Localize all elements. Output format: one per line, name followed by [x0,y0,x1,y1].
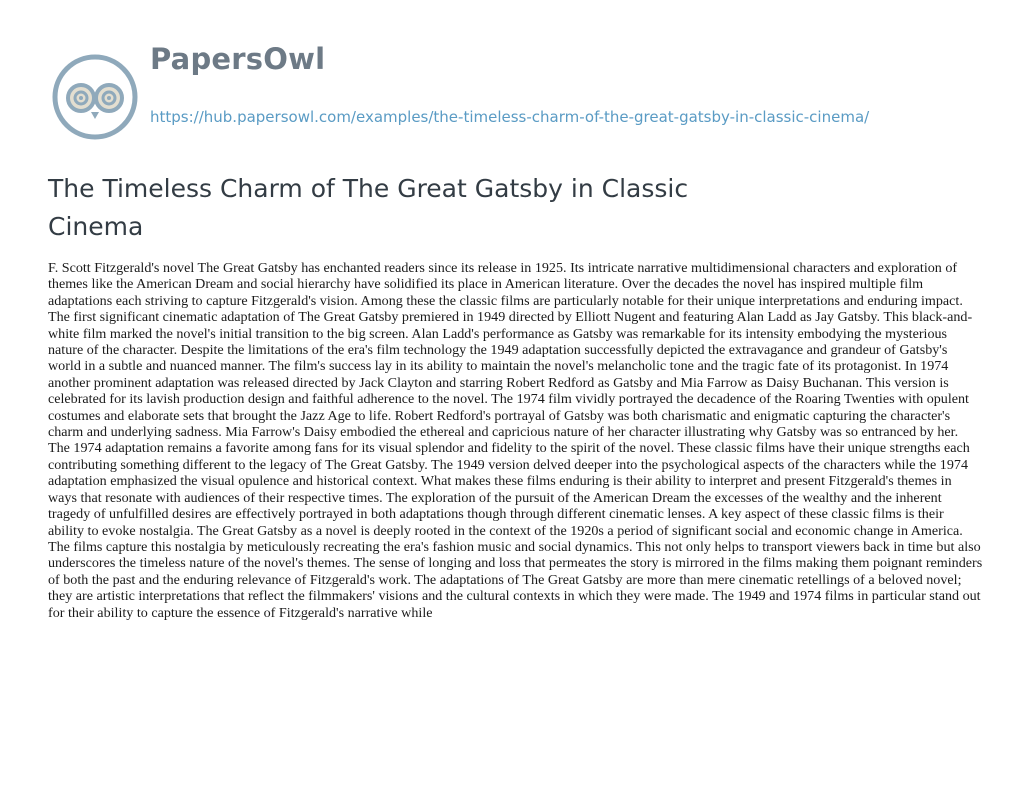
article-body: F. Scott Fitzgerald's novel The Great Gatsby has enchanted readers since its release in 1925. Its intricate narrative multidimensional characters and exploration of themes like the American Dream and social hierarchy have solidified its place in American literature. Over the decades the novel has inspired multiple film adaptations each striving to capture Fitzgerald's vision. Among these the classic films are particularly notable for their unique interpretations and enduring impact. The first significant cinematic adaptation of The Great Gatsby premiered in 1949 directed by Elliott Nugent and featuring Alan Ladd as Jay Gatsby. This black-and-white film marked the novel's initial transition to the big screen. Alan Ladd's performance as Gatsby was remarkable for its intensity embodying the mysterious nature of the character. Despite the limitations of the era's film technology the 1949 adaptation successfully depicted the extravagance and grandeur of Gatsby's world in a subtle and nuanced manner. The film's success lay in its ability to maintain the novel's melancholic tone and the tragic fate of its protagonist. In 1974 another prominent adaptation was released directed by Jack Clayton and starring Robert Redford as Gatsby and Mia Farrow as Daisy Buchanan. This version is celebrated for its lavish production design and faithful adherence to the novel. The 1974 film vividly portrayed the decadence of the Roaring Twenties with opulent costumes and elaborate sets that brought the Jazz Age to life. Robert Redford's portrayal of Gatsby was both charismatic and enigmatic capturing the character's charm and underlying sadness. Mia Farrow's Daisy embodied the ethereal and capricious nature of her character illustrating why Gatsby was so entranced by her. The 1974 adaptation remains a favorite among fans for its visual splendor and fidelity to the spirit of the novel. These classic films have their unique strengths each contributing something different to the legacy of The Great Gatsby. The 1949 version delved deeper into the psychological aspects of the characters while the 1974 adaptation emphasized the visual opulence and historical context. What makes these films enduring is their ability to interpret and present Fitzgerald's themes in ways that resonate with audiences of their respective times. The exploration of the pursuit of the American Dream the excesses of the wealthy and the inherent tragedy of unfulfilled desires are effectively portrayed in both adaptations though through different cinematic lenses. A key aspect of these classic films is their ability to evoke nostalgia. The Great Gatsby as a novel is deeply rooted in the context of the 1920s a period of significant social and economic change in America. The films capture this nostalgia by meticulously recreating the era's fashion music and social dynamics. This not only helps to transport viewers back in time but also underscores the timeless nature of the novel's themes. The sense of longing and loss that permeates the story is mirrored in the films making them poignant reminders of both the past and the enduring relevance of Fitzgerald's work. The adaptations of The Great Gatsby are more than mere cinematic retellings of a beloved novel; they are artistic interpretations that reflect the filmmakers' visions and the cultural contexts in which they were made. The 1949 and 1974 films in particular stand out for their ability to capture the essence of Fitzgerald's narrative while [48,260,983,621]
site-header [50,32,980,152]
source-url-link[interactable]: https://hub.papersowl.com/examples/the-timeless-charm-of-the-great-gatsby-in-classic-cinema/ [150,108,870,126]
owl-logo-icon [50,52,140,142]
page-title: The Timeless Charm of The Great Gatsby in Classic Cinema [48,174,689,241]
brand-name: PapersOwl [150,42,326,76]
